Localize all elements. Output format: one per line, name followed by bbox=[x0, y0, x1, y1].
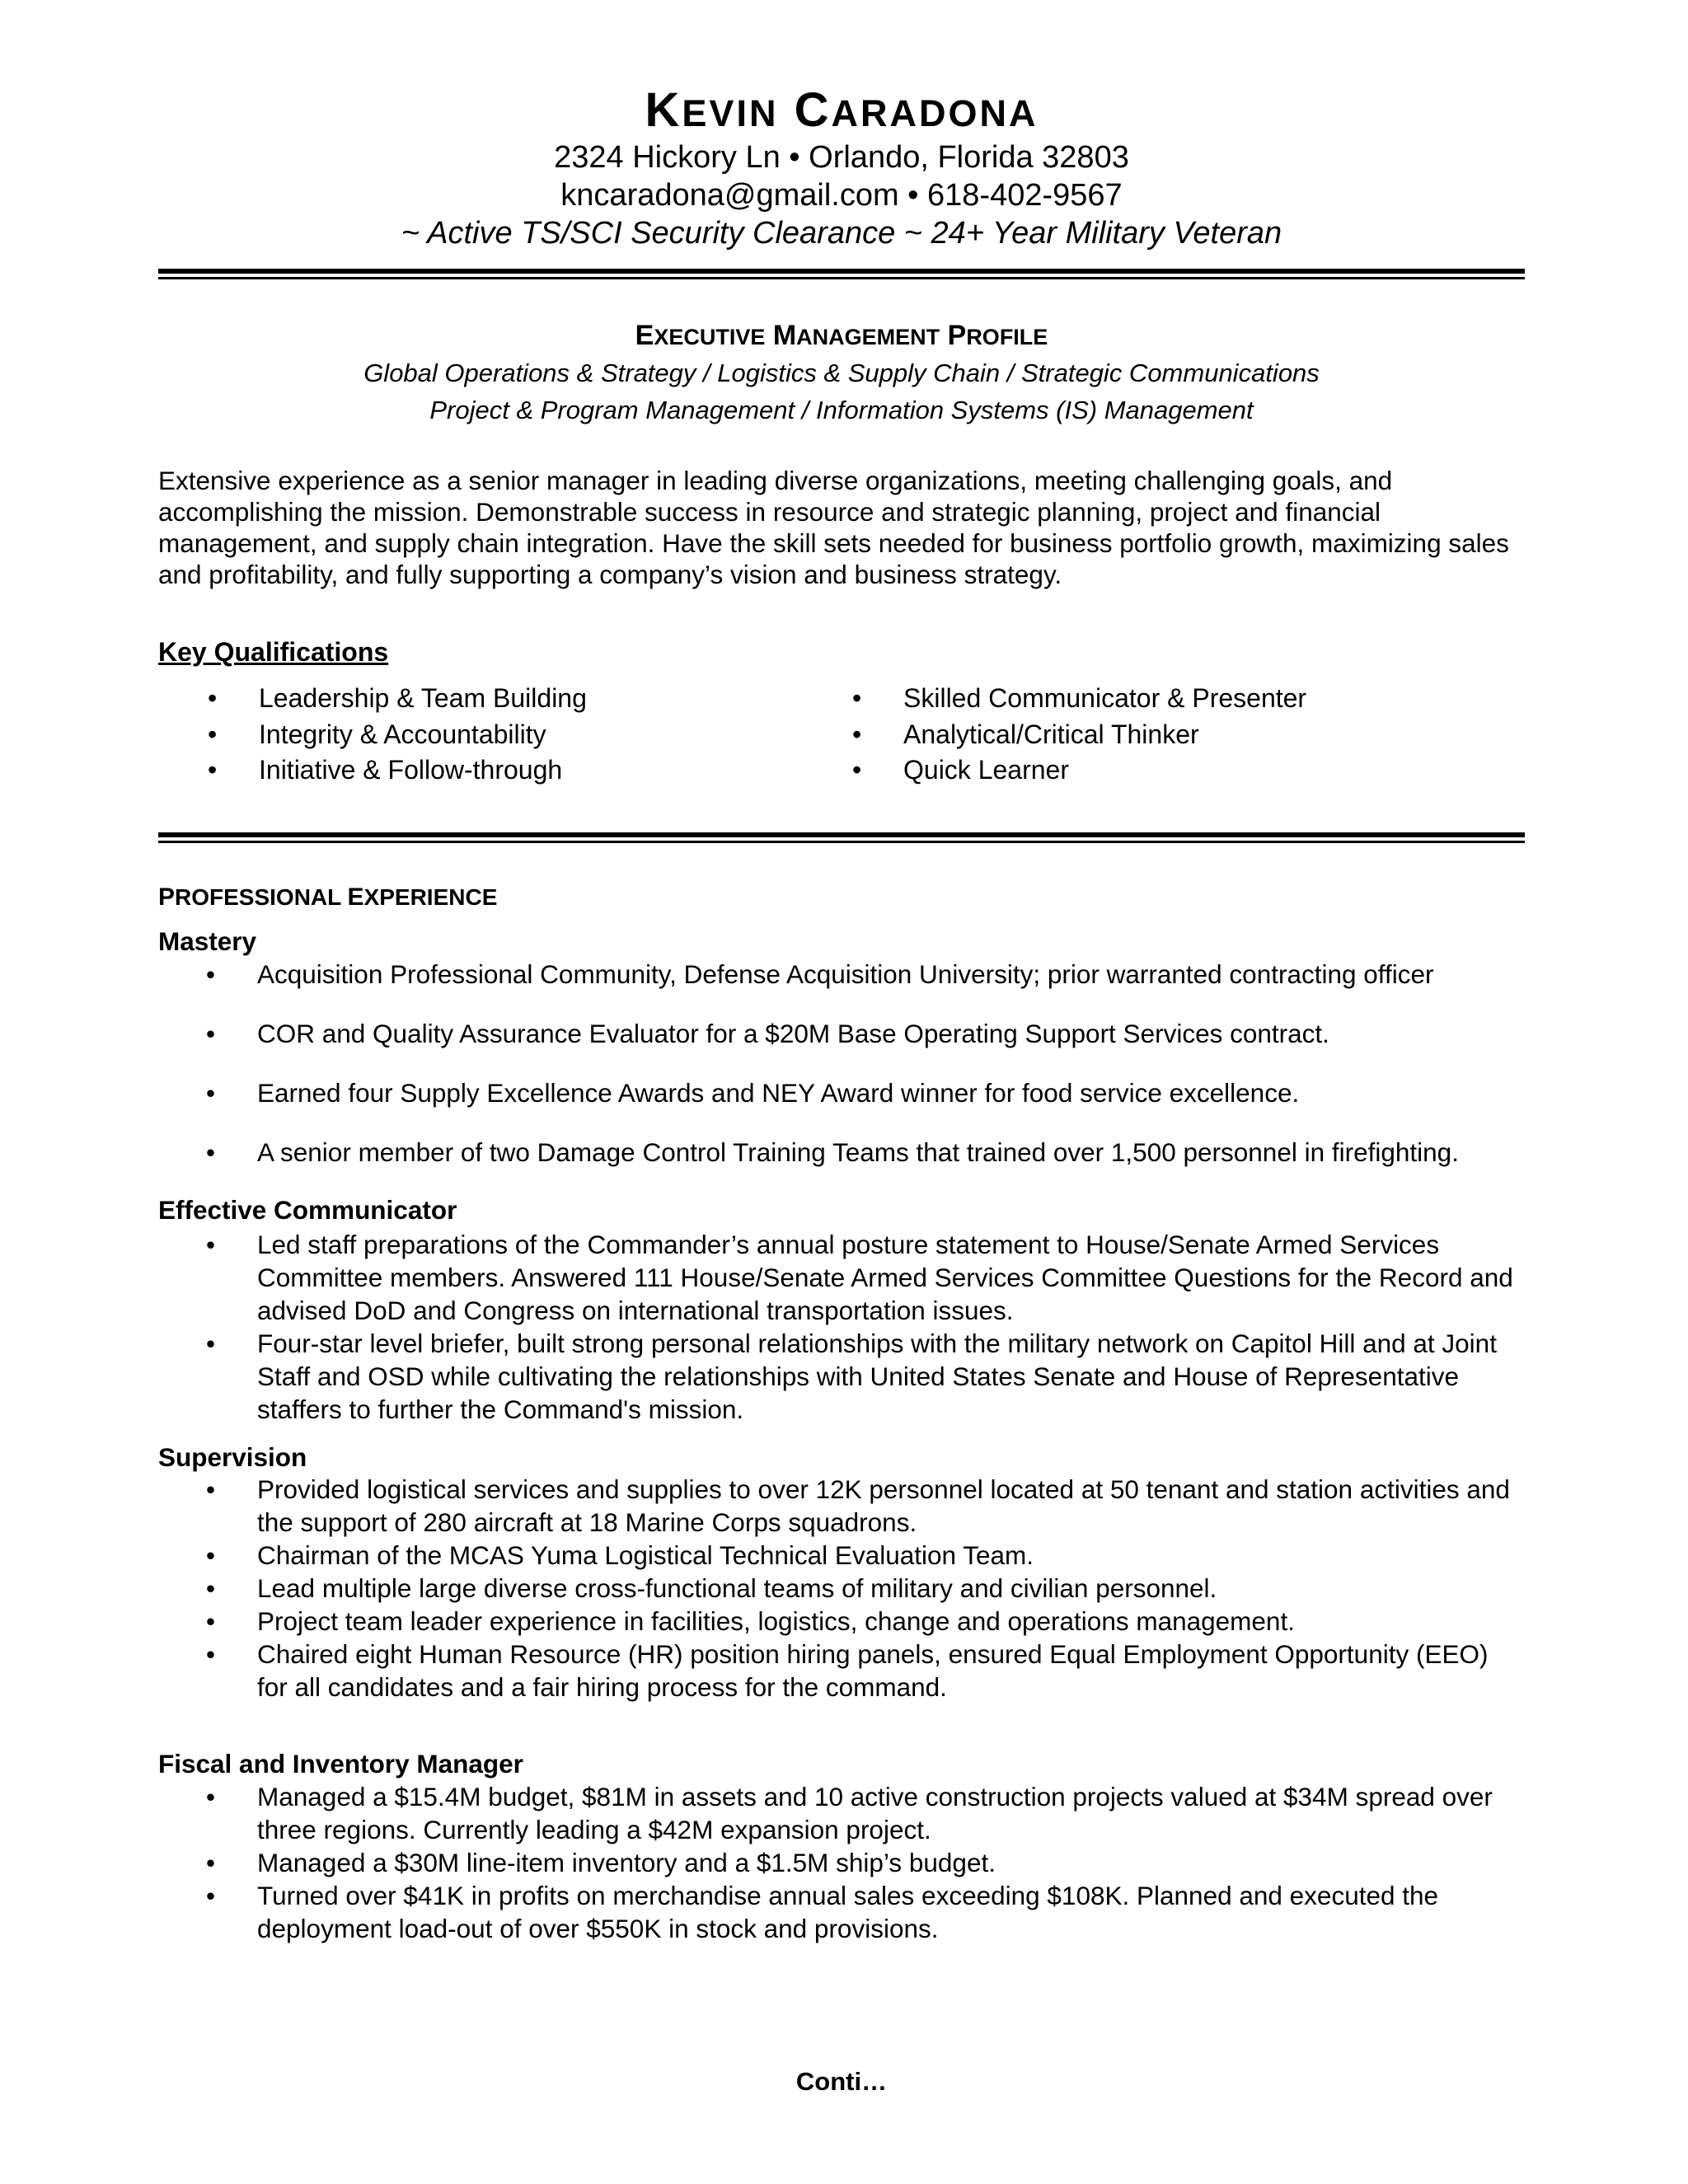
fiscal-list bbox=[158, 1780, 1525, 1945]
communicator-heading: Effective Communicator bbox=[158, 1195, 457, 1225]
name-rest: EVIN bbox=[682, 92, 779, 134]
list-item: • Four-star level briefer, built strong personal relationships with the military network on Capitol Hill and at Joint Staff and OSD while cultivating the relationships with United States Senate and House of Representative staffers to further the Command's mission. bbox=[206, 1329, 1497, 1424]
mastery-list bbox=[158, 958, 1525, 1195]
list-item: • Acquisition Professional Community, Defense Acquisition University; prior warranted contracting officer bbox=[206, 959, 1434, 989]
mastery-heading: Mastery bbox=[158, 926, 257, 956]
list-item: • Provided logistical services and supplies to over 12K personnel located at 50 tenant and station activities and the support of 280 aircraft at 18 Marine Corps squadrons. bbox=[206, 1474, 1510, 1537]
qualification-item: • Initiative & Follow-through bbox=[208, 752, 587, 789]
profile-title: EXECUTIVE MANAGEMENT PROFILE bbox=[635, 320, 1048, 351]
list-item: • Chairman of the MCAS Yuma Logistical Technical Evaluation Team. bbox=[206, 1540, 1034, 1570]
key-qualifications-title: Key Qualifications bbox=[158, 637, 389, 667]
list-item: • A senior member of two Damage Control Training Teams that trained over 1,500 personnel in firefighting. bbox=[206, 1137, 1459, 1167]
contact-line: kncaradona@gmail.com • 618-402-9567 bbox=[560, 178, 1123, 213]
qualification-item: • Leadership & Team Building bbox=[208, 681, 587, 717]
supervision-heading: Supervision bbox=[158, 1442, 307, 1472]
profile-summary: Extensive experience as a senior manager in leading diverse organizations, meeting challenging goals, and accomplishing the mission. Demonstrable success in resource and strategic planning, project and financial management, and supply chain integration. Have the skill sets needed for business portfolio growth, maximizing sales and profitability, and fully supporting a company’s vision and business strategy. bbox=[158, 466, 1509, 589]
list-item: • Project team leader experience in facilities, logistics, change and operations management. bbox=[206, 1606, 1295, 1636]
profile-specialties-line-2: Project & Program Management / Information Systems (IS) Management bbox=[429, 396, 1254, 424]
communicator-list bbox=[158, 1228, 1525, 1426]
supervision-list bbox=[158, 1473, 1525, 1704]
list-item: • Managed a $15.4M budget, $81M in assets and 10 active construction projects valued at $34M spread over three regions. Currently leading a $42M expansion project. bbox=[206, 1782, 1493, 1844]
list-item: • Earned four Supply Excellence Awards and NEY Award winner for food service excellence. bbox=[206, 1078, 1300, 1108]
surname-rest: ARADONA bbox=[831, 92, 1039, 134]
surname-initial: C bbox=[794, 83, 832, 137]
key-qualifications-left bbox=[208, 681, 587, 789]
experience-title: PROFESSIONAL EXPERIENCE bbox=[158, 883, 498, 911]
list-item: • Lead multiple large diverse cross-functional teams of military and civilian personnel. bbox=[206, 1573, 1217, 1603]
candidate-name bbox=[158, 82, 1525, 138]
section-divider bbox=[158, 832, 1525, 844]
list-item: • Chaired eight Human Resource (HR) position hiring panels, ensured Equal Employment Opportunity (EEO) for all candidates and a fair hiring process for the command. bbox=[206, 1639, 1489, 1702]
fiscal-heading: Fiscal and Inventory Manager bbox=[158, 1749, 523, 1779]
clearance-line: ~ Active TS/SCI Security Clearance ~ 24+ Year Military Veteran bbox=[401, 216, 1282, 251]
name-initial: K bbox=[645, 83, 682, 137]
key-qualifications-right bbox=[852, 681, 1306, 789]
list-item: • Turned over $41K in profits on merchandise annual sales exceeding $108K. Planned and executed the deployment load-out of over $550K in stock and provisions. bbox=[206, 1881, 1439, 1943]
address-line: 2324 Hickory Ln • Orlando, Florida 32803 bbox=[554, 140, 1129, 175]
qualification-item: • Skilled Communicator & Presenter bbox=[852, 681, 1306, 717]
continued-marker: Conti… bbox=[795, 2067, 888, 2096]
list-item: • COR and Quality Assurance Evaluator for a $20M Base Operating Support Services contract. bbox=[206, 1019, 1329, 1048]
profile-specialties-line-1: Global Operations & Strategy / Logistics & Supply Chain / Strategic Communications bbox=[363, 359, 1320, 387]
qualification-item: • Quick Learner bbox=[852, 752, 1306, 789]
list-item: • Managed a $30M line-item inventory and a $1.5M ship’s budget. bbox=[206, 1848, 996, 1877]
qualification-item: • Analytical/Critical Thinker bbox=[852, 717, 1306, 753]
list-item: • Led staff preparations of the Commander’s annual posture statement to House/Senate Armed Services Committee members. Answered 111 House/Senate Armed Services Committee Questions for the Record and advised DoD and Congress on international transportation issues. bbox=[206, 1230, 1513, 1325]
qualification-item: • Integrity & Accountability bbox=[208, 717, 587, 753]
header-divider bbox=[158, 269, 1525, 280]
